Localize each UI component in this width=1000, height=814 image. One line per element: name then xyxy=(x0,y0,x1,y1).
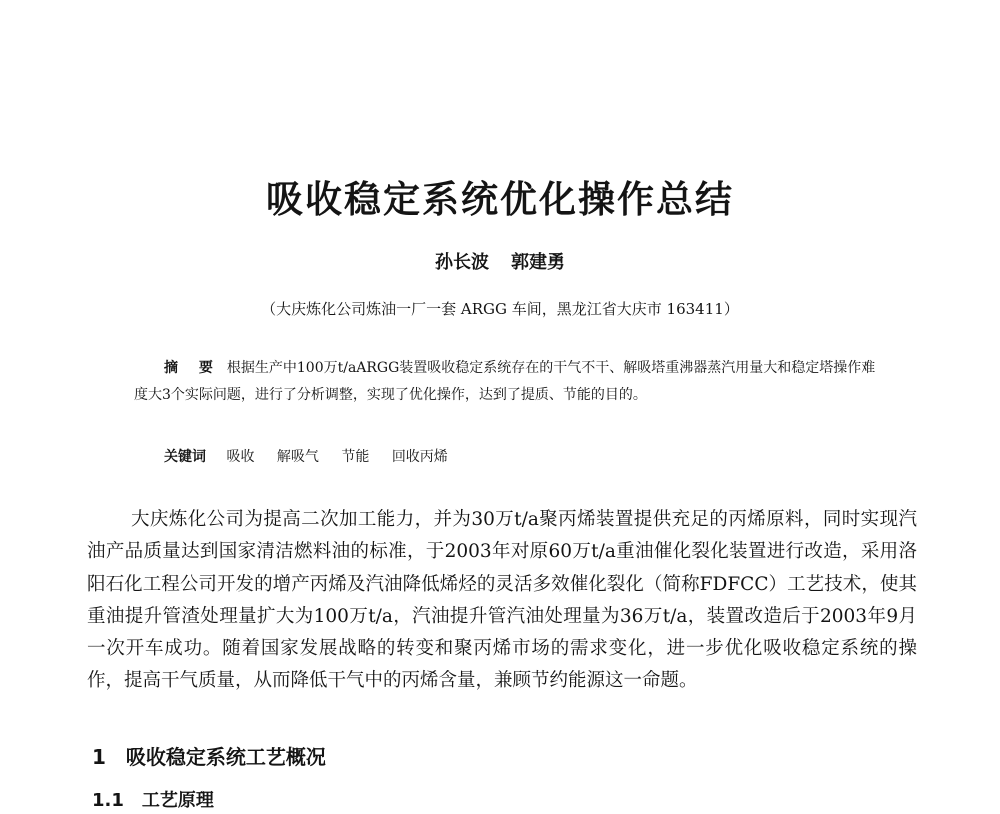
keyword: 节能 xyxy=(341,449,370,465)
author-list xyxy=(0,250,1000,276)
abstract-label: 摘 要 xyxy=(164,360,221,376)
abstract-text: 根据生产中100万t/aARGG装置吸收稳定系统存在的干气不干、解吸塔重沸器蒸汽用量大和稳定塔操作难度大3个实际问题，进行了分析调整，实现了优化操作，达到了提质、节能的目的。 xyxy=(134,360,876,403)
keyword: 回收丙烯 xyxy=(391,449,448,465)
subsection-title: 工艺原理 xyxy=(141,790,214,811)
paper-title: 吸收稳定系统优化操作总结 xyxy=(266,178,734,221)
keywords-label: 关键词 xyxy=(164,449,206,465)
subsection-heading xyxy=(92,788,214,814)
keywords xyxy=(164,444,466,471)
abstract xyxy=(134,355,876,409)
intro-paragraph: 大庆炼化公司为提高二次加工能力，并为30万t/a聚丙烯装置提供充足的丙烯原料，同时实现汽油产品质量达到国家清洁燃料油的标准，于2003年对原60万t/a重油催化裂化装置进行改造，采用洛阳石化工程公司开发的增产丙烯及汽油降低烯烃的灵活多效催化裂化（简称FDFCC）工艺技术，使其重油提升管渣处理量扩大为100万t/a，汽油提升管汽油处理量为36万t/a，装置改造后于2003年9月一次开车成功。随着国家发展战略的转变和聚丙烯市场的需求变化，进一步优化吸收稳定系统的操作，提高干气质量，从而降低干气中的丙烯含量，兼顾节约能源这一命题。 xyxy=(87,509,917,692)
affiliation: （大庆炼化公司炼油一厂一套 ARGG 车间，黑龙江省大庆市 163411） xyxy=(261,300,739,318)
keyword: 解吸气 xyxy=(276,449,319,465)
subsection-number: 1.1 xyxy=(92,790,124,811)
section-number: 1 xyxy=(92,745,106,769)
author-name: 孙长波 xyxy=(435,252,489,273)
section-heading xyxy=(92,742,326,772)
author-name: 郭建勇 xyxy=(511,252,565,273)
keyword: 吸收 xyxy=(226,449,255,465)
section-title: 吸收稳定系统工艺概况 xyxy=(125,745,326,769)
